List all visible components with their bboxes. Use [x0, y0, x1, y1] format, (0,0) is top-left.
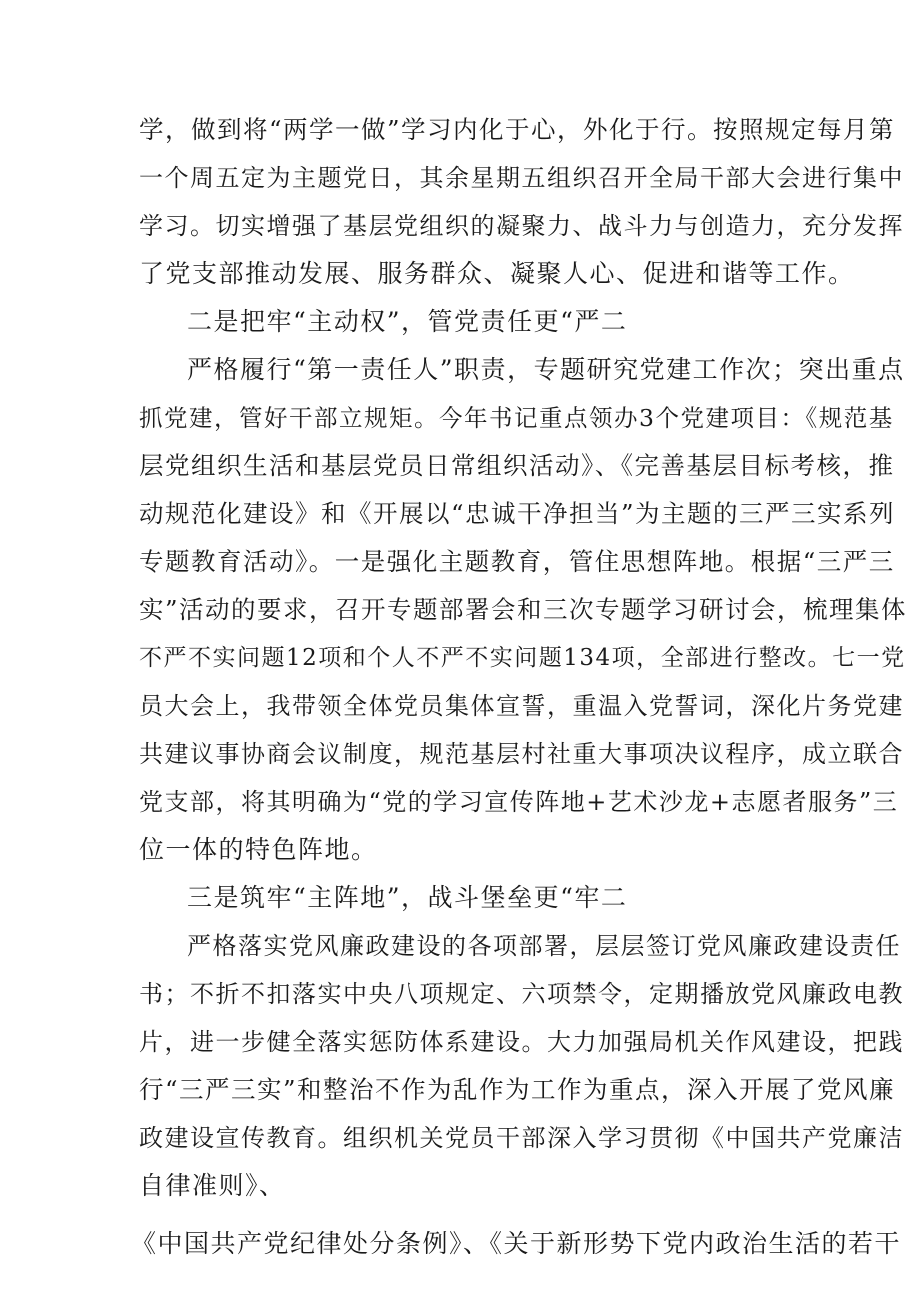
text-line: 党支部，将其明确为“党的学习宣传阵地+艺术沙龙+志愿者服务”三 — [139, 788, 899, 816]
text-line: 共建议事协商会议制度，规范基层村社重大事项决议程序，成立联合 — [139, 740, 904, 768]
text-line: 动规范化建设》和《开展以“忠诚干净担当”为主题的三严三实系列 — [139, 499, 896, 528]
text-line: 政建设宣传教育。组织机关党员干部深入学习贯彻《中国共产党廉洁 — [139, 1124, 904, 1152]
text-line: 自律准则》、 — [139, 1171, 286, 1200]
text-line: 不严不实问题12项和个人不严不实问题134项，全部进行整改。七一党 — [139, 645, 906, 671]
text-line: 实”活动的要求，召开专题部署会和三次专题学习研讨会，梳理集体 — [139, 595, 908, 624]
text-line: 严格履行“第一责任人”职责，专题研究党建工作次；突出重点 — [187, 355, 905, 384]
text-line: 专题教育活动》。一是强化主题教育，管住思想阵地。根据“三严三 — [139, 547, 895, 576]
text-line: 片，进一步健全落实惩防体系建设。大力加强局机关作风建设，把践 — [139, 1028, 904, 1056]
text-line: 抓党建，管好干部立规矩。今年书记重点领办3个党建项目：《规范基 — [139, 404, 894, 432]
text-line: 了党支部推动发展、服务群众、凝聚人心、促进和谐等工作。 — [139, 259, 855, 288]
section-heading: 三是筑牢“主阵地”，战斗堡垒更“牢二 — [187, 883, 628, 912]
text-line: 一个周五定为主题党日，其余星期五组织召开全局干部大会进行集中 — [139, 164, 904, 192]
text-line: 位一体的特色阵地。 — [139, 835, 378, 864]
text-line: 严格落实党风廉政建设的各项部署，层层签订党风廉政建设责任 — [187, 932, 901, 960]
text-line: 员大会上，我带领全体党员集体宣誓，重温入党誓词，深化片务党建 — [139, 692, 904, 720]
text-line: 《中国共产党纪律处分条例》、《关于新形势下党内政治生活的若干 — [131, 1229, 902, 1258]
section-heading: 二是把牢“主动权”，管党责任更“严二 — [187, 307, 628, 336]
text-line: 书；不折不扣落实中央八项规定、六项禁令，定期播放党风廉政电教 — [139, 980, 904, 1008]
text-line: 层党组织生活和基层党员日常组织活动》、《完善基层目标考核，推 — [139, 451, 895, 480]
text-line: 行“三严三实”和整治不作为乱作为工作为重点，深入开展了党风廉 — [139, 1075, 896, 1104]
text-line: 学，做到将“两学一做”学习内化于心，外化于行。按照规定每月第 — [139, 115, 896, 144]
text-line: 学习。切实增强了基层党组织的凝聚力、战斗力与创造力，充分发挥 — [139, 212, 904, 240]
